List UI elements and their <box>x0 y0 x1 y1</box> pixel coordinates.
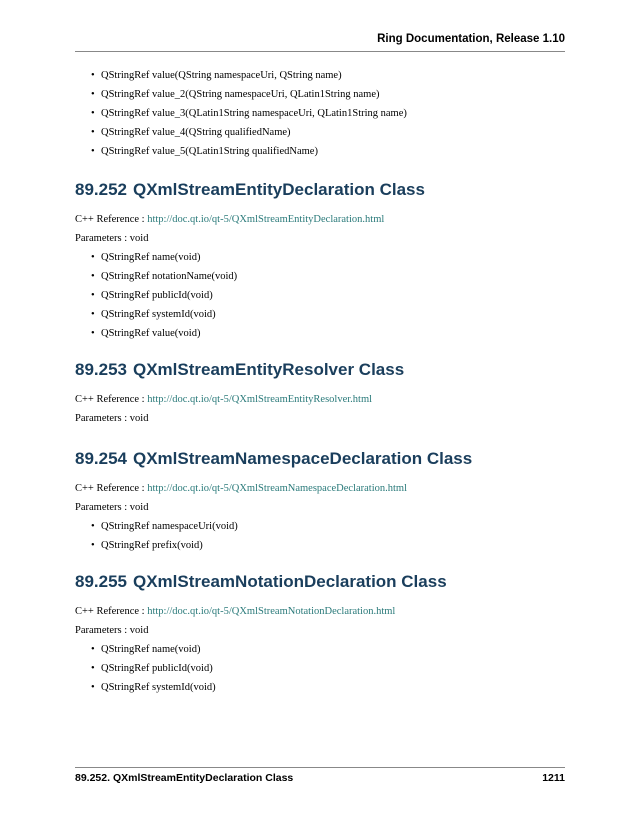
list-item: • QStringRef prefix(void) <box>91 540 565 552</box>
section-number: 89.255 <box>75 572 127 591</box>
page-number: 1211 <box>542 772 565 784</box>
reference-link[interactable]: http://doc.qt.io/qt-5/QXmlStreamNamespaceDeclaration.html <box>147 483 407 494</box>
list-item: • QStringRef value_2(QString namespaceUri, QLatin1String name) <box>91 89 565 101</box>
reference-label: C++ Reference : <box>75 483 145 494</box>
method-list <box>75 252 565 340</box>
parameters-line: Parameters : void <box>75 413 149 424</box>
list-item: • QStringRef value(QString namespaceUri, QString name) <box>91 70 565 82</box>
list-item: • QStringRef systemId(void) <box>91 682 565 694</box>
header-divider <box>75 51 565 52</box>
page-content <box>75 70 565 701</box>
section-heading <box>75 180 565 200</box>
list-item: • QStringRef value(void) <box>91 328 565 340</box>
parameters-line: Parameters : void <box>75 625 149 636</box>
parameters-line: Parameters : void <box>75 233 149 244</box>
footer-divider <box>75 767 565 768</box>
page-header: Ring Documentation, Release 1.10 <box>377 33 565 45</box>
list-item: • QStringRef value_5(QLatin1String qualifiedName) <box>91 146 565 158</box>
method-list <box>75 521 565 552</box>
section-title: QXmlStreamNotationDeclaration Class <box>133 572 447 591</box>
list-item: • QStringRef systemId(void) <box>91 309 565 321</box>
section-heading <box>75 572 565 592</box>
section-title: QXmlStreamEntityResolver Class <box>133 360 405 379</box>
cpp-reference <box>75 394 565 406</box>
section-89-254 <box>75 449 565 552</box>
section-89-252 <box>75 180 565 340</box>
top-bullet-list <box>75 70 565 158</box>
section-title: QXmlStreamNamespaceDeclaration Class <box>133 449 473 468</box>
list-item: • QStringRef publicId(void) <box>91 663 565 675</box>
section-number: 89.252 <box>75 180 127 199</box>
section-heading <box>75 449 565 469</box>
page-footer <box>75 772 565 784</box>
section-title: QXmlStreamEntityDeclaration Class <box>133 180 425 199</box>
reference-label: C++ Reference : <box>75 606 145 617</box>
section-number: 89.253 <box>75 360 127 379</box>
reference-label: C++ Reference : <box>75 394 145 405</box>
section-89-255 <box>75 572 565 694</box>
cpp-reference <box>75 214 565 226</box>
list-item: • QStringRef value_3(QLatin1String namespaceUri, QLatin1String name) <box>91 108 565 120</box>
reference-link[interactable]: http://doc.qt.io/qt-5/QXmlStreamEntityResolver.html <box>147 394 373 405</box>
list-item: • QStringRef value_4(QString qualifiedName) <box>91 127 565 139</box>
list-item: • QStringRef publicId(void) <box>91 290 565 302</box>
list-item: • QStringRef notationName(void) <box>91 271 565 283</box>
reference-link[interactable]: http://doc.qt.io/qt-5/QXmlStreamNotationDeclaration.html <box>147 606 396 617</box>
reference-link[interactable]: http://doc.qt.io/qt-5/QXmlStreamEntityDeclaration.html <box>147 214 385 225</box>
parameters-line: Parameters : void <box>75 502 149 513</box>
footer-section-title: 89.252. QXmlStreamEntityDeclaration Class <box>75 772 294 784</box>
method-list <box>75 644 565 694</box>
cpp-reference <box>75 483 565 495</box>
section-89-253 <box>75 360 565 425</box>
section-number: 89.254 <box>75 449 127 468</box>
list-item: • QStringRef namespaceUri(void) <box>91 521 565 533</box>
list-item: • QStringRef name(void) <box>91 644 565 656</box>
reference-label: C++ Reference : <box>75 214 145 225</box>
list-item: • QStringRef name(void) <box>91 252 565 264</box>
section-heading <box>75 360 565 380</box>
cpp-reference <box>75 606 565 618</box>
